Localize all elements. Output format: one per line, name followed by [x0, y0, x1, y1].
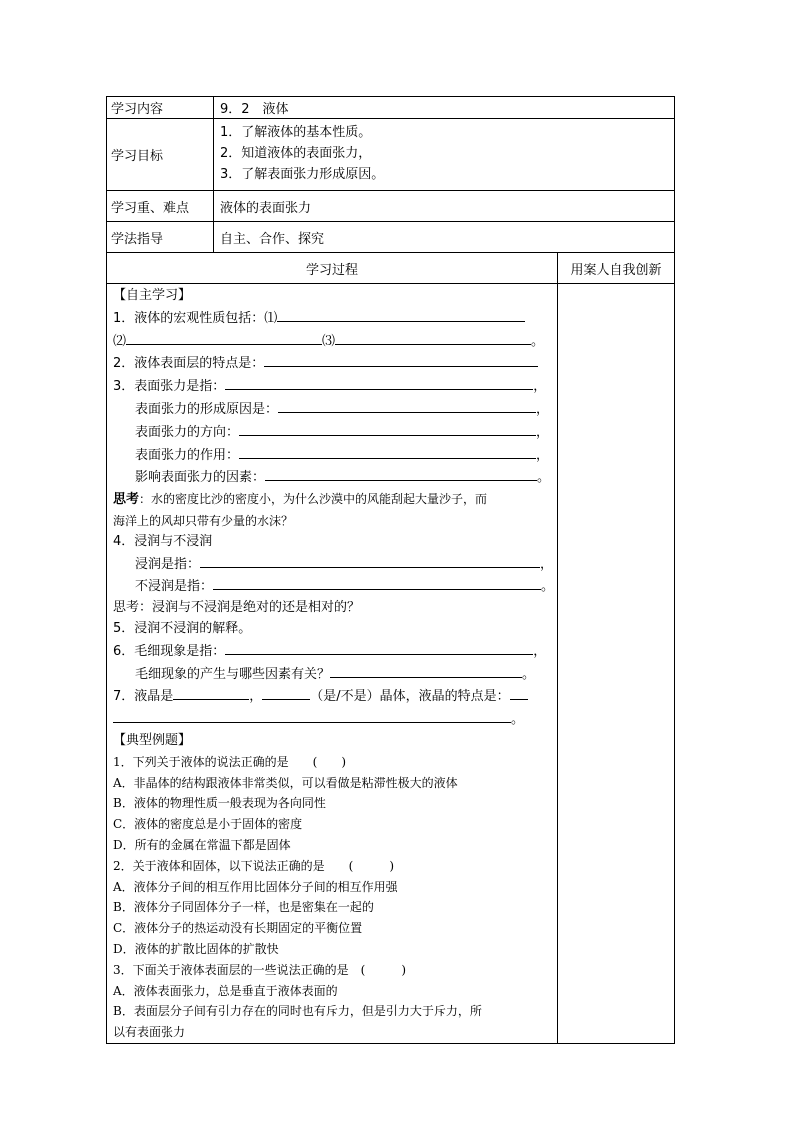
process-body — [107, 284, 558, 1044]
think-1: 思考：水的密度比沙的密度小，为什么沙漠中的风能刮起大量沙子，而 — [113, 492, 488, 508]
answer-blank[interactable] — [330, 663, 522, 678]
example-line: A．液体表面张力，总是垂直于液体表面的 — [113, 983, 338, 998]
value-goals — [214, 119, 675, 191]
answer-blank[interactable] — [277, 307, 525, 322]
examples-list — [113, 752, 557, 1043]
row-key-points — [107, 191, 675, 222]
example-line: 2．关于液体和固体，以下说法正确的是 ( ) — [113, 858, 395, 873]
example-line: 3．下面关于液体表面层的一些说法正确的是 ( ) — [113, 962, 407, 977]
row-method — [107, 222, 675, 253]
label-key-points: 学习重、难点 — [107, 191, 214, 222]
process-header: 学习过程 — [107, 253, 558, 284]
answer-blank[interactable] — [173, 685, 249, 700]
answer-blank[interactable] — [213, 575, 541, 590]
example-line: 以有表面张力 — [113, 1025, 186, 1040]
think-2: 思考：浸润与不浸润是绝对的还是相对的？ — [113, 600, 361, 616]
worksheet — [106, 96, 674, 1044]
label-goals: 学习目标 — [107, 119, 214, 191]
goal-item: 2．知道液体的表面张力， — [220, 146, 372, 162]
example-line: C．液体的密度总是小于固体的密度 — [113, 817, 303, 832]
lesson-table — [106, 96, 675, 1044]
self-study-heading: 【自主学习】 — [113, 288, 192, 303]
question-3-4: 影响表面张力的因素： 。 — [113, 466, 557, 489]
question-1a: 1．液体的宏观性质包括：⑴ — [113, 307, 557, 330]
question-3-3: 表面张力的作用： ， — [113, 444, 557, 467]
answer-blank[interactable] — [239, 444, 536, 459]
row-process-header — [107, 253, 675, 284]
answer-blank[interactable] — [225, 375, 533, 390]
value-key-points: 液体的表面张力 — [214, 191, 675, 222]
think-1-cont: 海洋上的风却只带有少量的水沫？ — [113, 513, 294, 528]
answer-blank[interactable] — [335, 330, 531, 345]
question-1b: ⑵ ⑶ 。 — [113, 330, 557, 353]
examples-heading: 【典型例题】 — [113, 732, 192, 748]
example-line: D．液体的扩散比固体的扩散快 — [113, 941, 279, 956]
label-content: 学习内容 — [107, 97, 214, 119]
question-6-1: 毛细现象的产生与哪些因素有关？ 。 — [113, 663, 557, 686]
question-7-cont: 。 — [113, 708, 557, 731]
answer-blank[interactable] — [264, 352, 538, 367]
answer-blank[interactable] — [239, 421, 536, 436]
example-line: C．液体分子的热运动没有长期固定的平衡位置 — [113, 921, 363, 936]
question-5: 5．浸润不浸润的解释。 — [113, 620, 252, 636]
question-3: 3．表面张力是指： ， — [113, 375, 557, 398]
value-method: 自主、合作、探究 — [214, 222, 675, 253]
question-3-1: 表面张力的形成原因是： ， — [113, 398, 557, 421]
answer-blank[interactable] — [113, 708, 511, 723]
row-content — [107, 97, 675, 119]
question-4-2: 不浸润是指： 。 — [113, 575, 557, 598]
question-6: 6．毛细现象是指： ， — [113, 640, 557, 663]
answer-blank[interactable] — [225, 640, 533, 655]
question-4-1: 浸润是指： ， — [113, 553, 557, 576]
answer-blank[interactable] — [262, 685, 310, 700]
question-4: 4．浸润与不浸润 — [113, 533, 213, 549]
example-line: B．表面层分子间有引力存在的同时也有斥力，但是引力大于斥力，所 — [113, 1004, 482, 1019]
answer-blank[interactable] — [278, 398, 536, 413]
side-header: 用案人自我创新 — [558, 253, 675, 284]
answer-blank[interactable] — [510, 685, 528, 700]
example-line: A．非晶体的结构跟液体非常类似，可以看做是粘滞性极大的液体 — [113, 775, 458, 790]
innovation-notes-cell[interactable] — [558, 284, 675, 1044]
question-7: 7．液晶是 ， （是/不是）晶体，液晶的特点是： — [113, 685, 557, 708]
question-2: 2．液体表面层的特点是： — [113, 352, 557, 375]
example-line: A．液体分子间的相互作用比固体分子间的相互作用强 — [113, 879, 398, 894]
row-goals — [107, 119, 675, 191]
row-process-body — [107, 284, 675, 1044]
question-3-2: 表面张力的方向： ， — [113, 421, 557, 444]
example-line: D．所有的金属在常温下都是固体 — [113, 837, 291, 852]
example-line: 1．下列关于液体的说法正确的是 ( ) — [113, 754, 346, 769]
label-method: 学法指导 — [107, 222, 214, 253]
example-line: B．液体分子同固体分子一样，也是密集在一起的 — [113, 900, 374, 915]
goal-item: 1．了解液体的基本性质。 — [220, 125, 372, 141]
answer-blank[interactable] — [200, 553, 540, 568]
answer-blank[interactable] — [265, 466, 537, 481]
goal-item: 3．了解表面张力形成原因。 — [220, 166, 385, 182]
value-content: 9．2 液体 — [214, 97, 675, 119]
example-line: B．液体的物理性质一般表现为各向同性 — [113, 796, 326, 811]
answer-blank[interactable] — [126, 330, 322, 345]
